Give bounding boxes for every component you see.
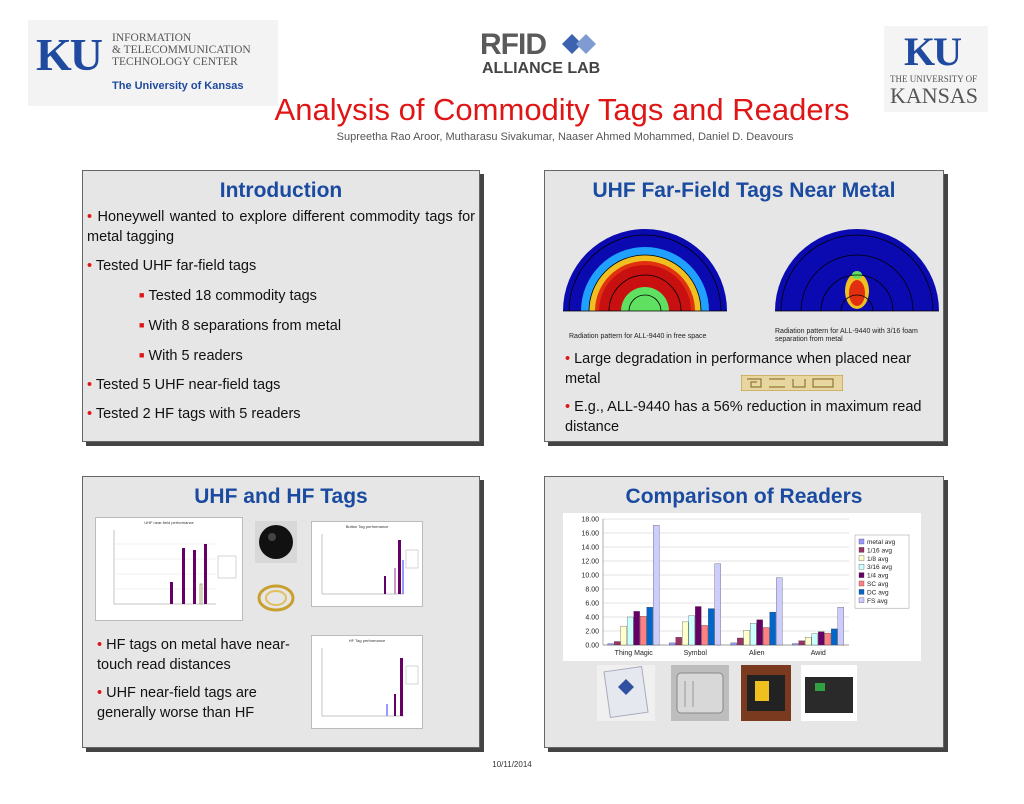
- bar: [682, 622, 688, 645]
- bullet-item: • Honeywell wanted to explore different commodity tags for metal tagging: [87, 209, 476, 245]
- hf-tag-icon: [255, 581, 297, 615]
- far-field-panel: [544, 170, 944, 442]
- legend-entry: DC avg: [867, 589, 889, 597]
- awid-reader-icon: [801, 665, 857, 721]
- legend-swatch: [859, 539, 864, 544]
- rfid-diamond-icon: [552, 30, 602, 58]
- legend-swatch: [859, 573, 864, 578]
- legend-entry: 1/8 avg: [867, 555, 889, 563]
- ku-logo-mark: KU: [36, 29, 101, 80]
- rfid-alliance-logo: [470, 26, 610, 82]
- bullet-item: • E.g., ALL-9440 has a 56% reduction in maximum read distance: [565, 399, 922, 435]
- y-tick-label: 8.00: [585, 586, 599, 594]
- caption-near-metal: Radiation pattern for ALL-9440 with 3/16 foam separation from metal: [775, 328, 918, 343]
- rfid-logo-text: RFID: [480, 28, 546, 61]
- bullet-item: • Tested 5 UHF near-field tags: [87, 377, 281, 393]
- y-tick-label: 10.00: [581, 572, 599, 580]
- bar: [763, 628, 769, 646]
- legend-swatch: [859, 556, 864, 561]
- bar: [792, 644, 798, 645]
- legend-entry: FS avg: [867, 597, 888, 605]
- bullet-item: • Large degradation in performance when placed near metal: [565, 351, 912, 387]
- itc-university: The University of Kansas: [112, 80, 244, 92]
- kansas-logo-small: THE UNIVERSITY OF: [890, 74, 978, 84]
- y-tick-label: 0.00: [585, 642, 599, 650]
- y-tick-label: 16.00: [581, 530, 599, 538]
- reader-photo-mercury: [597, 665, 655, 721]
- y-tick-label: 6.00: [585, 600, 599, 608]
- x-tick-label: Symbol: [683, 650, 707, 657]
- kansas-logo-mark: KU: [904, 29, 960, 74]
- bar: [715, 564, 721, 645]
- bar: [812, 634, 818, 645]
- x-tick-label: Thing Magic: [614, 650, 653, 657]
- radiation-pattern-near-metal: [771, 215, 943, 315]
- legend-swatch: [859, 589, 864, 594]
- bar: [676, 637, 682, 645]
- bar: [757, 620, 763, 645]
- legend-swatch: [859, 564, 864, 569]
- itc-line-3: TECHNOLOGY CENTER: [112, 56, 238, 68]
- chart-title: Button Tag performance: [345, 524, 389, 529]
- x-tick-label: Awid: [810, 650, 826, 657]
- sub-bullet-item: ■ With 8 separations from metal: [139, 318, 342, 334]
- bar: [708, 609, 714, 645]
- reader-photo-alien: [741, 665, 791, 721]
- introduction-panel: [82, 170, 480, 442]
- reader-photo-symbol: [671, 665, 729, 721]
- uhf-hf-bullets: [97, 635, 307, 732]
- hf-tag-chart: [311, 635, 423, 729]
- bar: [669, 643, 675, 645]
- uhf-hf-title: UHF and HF Tags: [194, 485, 368, 508]
- legend-entry: 1/4 avg: [867, 572, 889, 580]
- uhf-hf-panel: [82, 476, 480, 748]
- button-tag-photo: [255, 521, 297, 563]
- far-field-title: UHF Far-Field Tags Near Metal: [592, 179, 896, 202]
- legend-entry: 1/16 avg: [867, 547, 892, 555]
- itc-line-2: & TELECOMMUNICATION: [112, 44, 251, 56]
- bar: [627, 617, 633, 645]
- y-tick-label: 12.00: [581, 558, 599, 566]
- symbol-reader-icon: [671, 665, 729, 721]
- bar: [640, 616, 646, 645]
- legend-swatch: [859, 581, 864, 586]
- kansas-logo-big: KANSAS: [890, 83, 979, 108]
- introduction-title: Introduction: [219, 179, 343, 202]
- y-tick-label: 14.00: [581, 544, 599, 552]
- rfid-logo-subtext: ALLIANCE LAB: [482, 60, 601, 77]
- bullet-item: • UHF near-field tags are generally worse than HF: [97, 685, 257, 721]
- poster-authors: Supreetha Rao Aroor, Mutharasu Sivakumar, Naaser Ahmed Mohammed, Daniel D. Deavours: [336, 131, 794, 143]
- sub-bullet-item: ■ Tested 18 commodity tags: [139, 288, 317, 304]
- bar: [831, 629, 837, 645]
- itc-line-1: INFORMATION: [112, 32, 192, 44]
- radiation-pattern-free-space: [559, 215, 731, 315]
- chart-title: HF Tag performance: [348, 638, 386, 643]
- bullet-item: • Tested UHF far-field tags: [87, 258, 257, 274]
- x-tick-label: Alien: [748, 650, 765, 657]
- legend-swatch: [859, 547, 864, 552]
- bar: [695, 607, 701, 646]
- bar: [621, 626, 627, 645]
- introduction-bullets: [87, 207, 475, 433]
- bar: [838, 607, 844, 645]
- button-tag-icon: [255, 521, 297, 563]
- bar: [818, 632, 824, 645]
- bar: [805, 637, 811, 645]
- tag-antenna-image: [741, 375, 843, 391]
- bullet-item: • Tested 2 HF tags with 5 readers: [87, 406, 301, 422]
- reader-photo-awid: [801, 665, 857, 721]
- legend-entry: SC avg: [867, 581, 889, 588]
- caption-free-space: Radiation pattern for ALL-9440 in free space: [569, 333, 707, 340]
- bar: [614, 642, 620, 646]
- readers-panel: [544, 476, 944, 748]
- bullet-item: • HF tags on metal have near-touch read distances: [97, 637, 290, 673]
- footer-date: 10/11/2014: [492, 760, 532, 769]
- readers-chart: [563, 513, 921, 661]
- bar: [653, 525, 659, 645]
- bar: [770, 612, 776, 645]
- bar: [825, 633, 831, 645]
- mercury-reader-icon: [597, 665, 655, 721]
- button-tag-chart: [311, 521, 423, 607]
- y-tick-label: 18.00: [581, 516, 599, 524]
- bar: [750, 623, 756, 645]
- uhf-near-field-chart: [95, 517, 243, 621]
- legend-entry: 3/16 avg: [867, 564, 892, 572]
- legend-entry: metal avg: [867, 539, 896, 546]
- bar: [776, 578, 782, 645]
- readers-bar-chart: [563, 513, 921, 661]
- bar: [731, 643, 737, 645]
- chart-title: UHF near-field performance: [144, 520, 194, 525]
- itc-logo-text: [112, 32, 251, 68]
- y-tick-label: 2.00: [585, 628, 599, 636]
- readers-title: Comparison of Readers: [625, 485, 863, 508]
- bar: [634, 611, 640, 645]
- bar: [647, 607, 653, 645]
- sub-bullet-item: ■ With 5 readers: [139, 348, 243, 364]
- alien-reader-icon: [741, 665, 791, 721]
- bar: [689, 616, 695, 645]
- bar: [737, 638, 743, 645]
- legend-swatch: [859, 598, 864, 603]
- bar: [744, 630, 750, 645]
- bar: [799, 641, 805, 645]
- y-tick-label: 4.00: [585, 614, 599, 622]
- bar: [608, 644, 614, 645]
- bar: [702, 625, 708, 645]
- far-field-bullets: [565, 349, 935, 446]
- poster-title: Analysis of Commodity Tags and Readers: [274, 92, 850, 127]
